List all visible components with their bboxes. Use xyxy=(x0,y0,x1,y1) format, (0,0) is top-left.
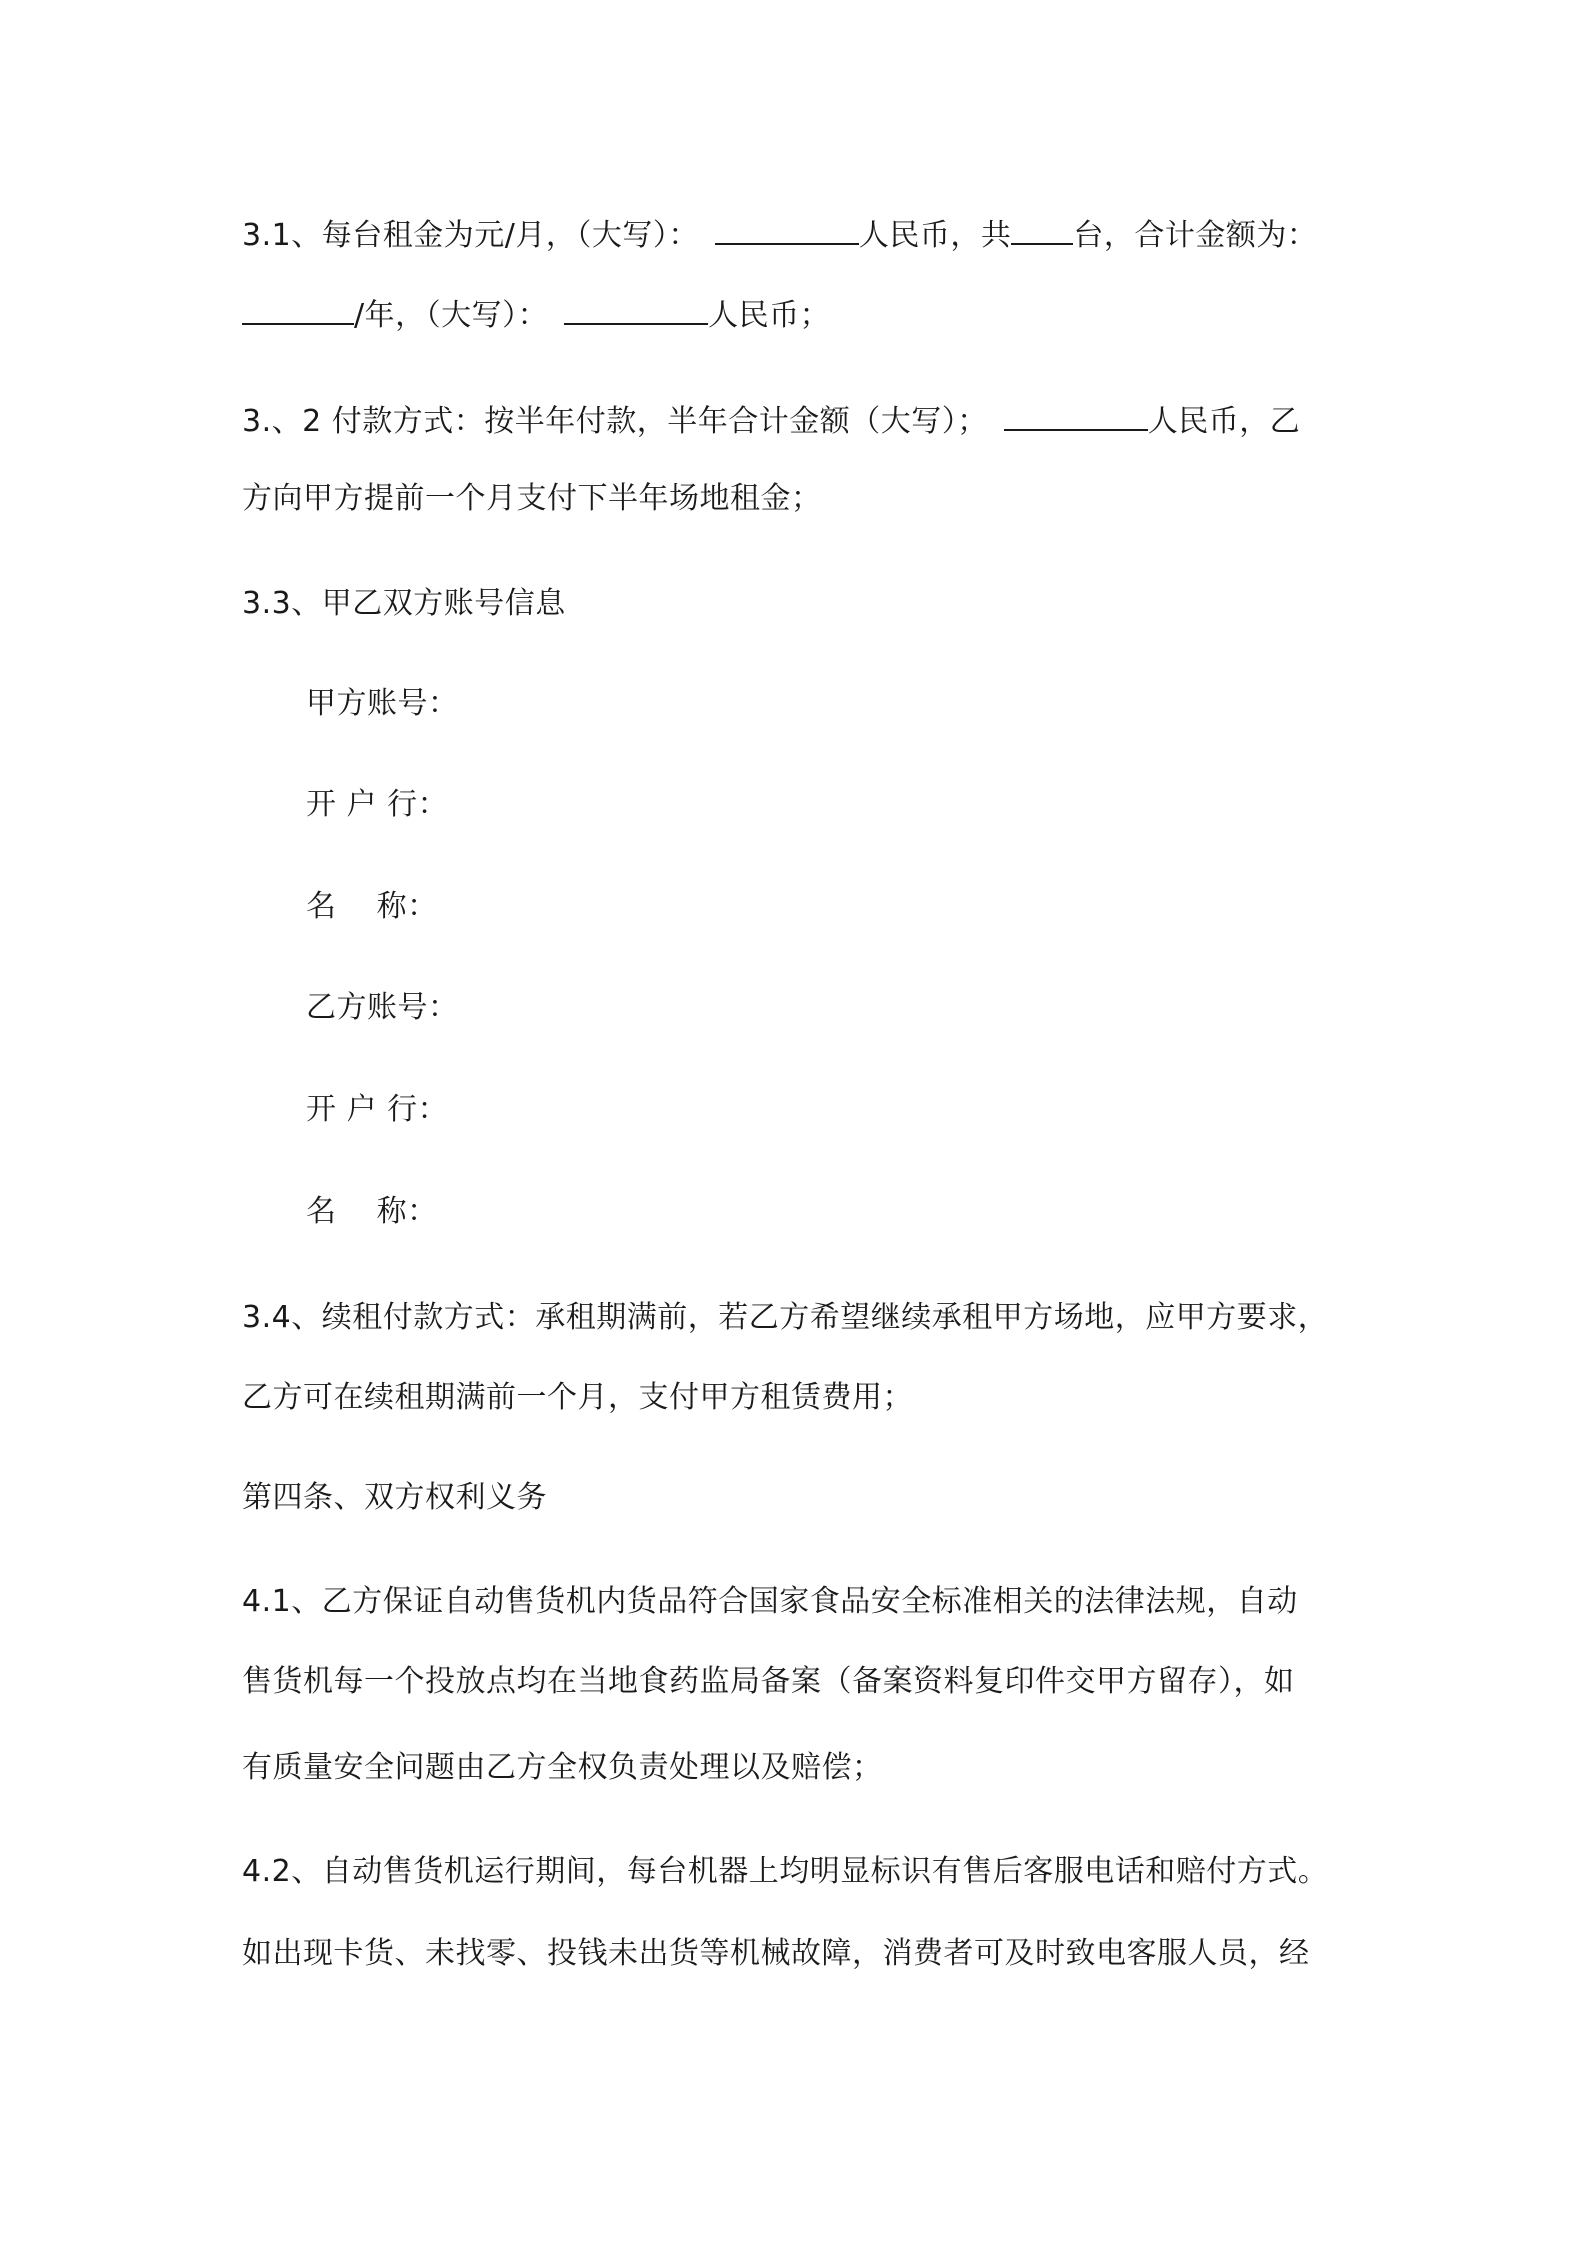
clause-text: 3.、2 付款方式：按半年付款，半年合计金额（大写）； xyxy=(242,404,988,439)
fill-blank xyxy=(1011,215,1073,245)
article-4-heading: 第四条、双方权利义务 xyxy=(242,1480,547,1515)
clause-3-4-line-2: 乙方可在续租期满前一个月，支付甲方租赁费用； xyxy=(242,1380,913,1415)
clause-3-1-line-1 xyxy=(242,215,1317,256)
clause-3-1-line-2 xyxy=(242,295,830,336)
clause-text: 人民币，共 xyxy=(858,218,1012,253)
party-b-name-label: 名 称： xyxy=(306,1194,438,1229)
clause-text: 台，合计金额为： xyxy=(1073,218,1318,253)
clause-text: 3.1、每台租金为元/月，（大写）： xyxy=(242,218,699,253)
party-a-account-label: 甲方账号： xyxy=(306,686,459,721)
clause-3-4-line-1: 3.4、续租付款方式：承租期满前，若乙方希望继续承租甲方场地，应甲方要求， xyxy=(242,1300,1329,1335)
fill-blank xyxy=(564,295,708,325)
clause-4-2-line-1: 4.2、自动售货机运行期间，每台机器上均明显标识有售后客服电话和赔付方式。 xyxy=(242,1854,1329,1889)
party-a-bank-label: 开 户 行： xyxy=(306,787,449,822)
clause-4-1-line-2: 售货机每一个投放点均在当地食药监局备案（备案资料复印件交甲方留存），如 xyxy=(242,1664,1295,1699)
clause-text: 人民币； xyxy=(708,298,831,333)
clause-4-2-line-2: 如出现卡货、未找零、投钱未出货等机械故障，消费者可及时致电客服人员，经 xyxy=(242,1936,1310,1971)
fill-blank xyxy=(242,295,354,325)
party-b-account-label: 乙方账号： xyxy=(306,990,459,1025)
clause-4-1-line-3: 有质量安全问题由乙方全权负责处理以及赔偿； xyxy=(242,1750,883,1785)
clause-3-2-line-1 xyxy=(242,401,1300,442)
fill-blank xyxy=(715,215,859,245)
clause-3-3-heading: 3.3、甲乙双方账号信息 xyxy=(242,586,566,621)
clause-text: 人民币，乙 xyxy=(1147,404,1301,439)
clause-text: 方向甲方提前一个月支付下半年场地租金； xyxy=(242,481,822,516)
clause-4-1-line-1: 4.1、乙方保证自动售货机内货品符合国家食品安全标准相关的法律法规，自动 xyxy=(242,1584,1298,1619)
party-b-bank-label: 开 户 行： xyxy=(306,1092,449,1127)
clause-text: /年，（大写）： xyxy=(354,298,549,333)
party-a-name-label: 名 称： xyxy=(306,889,438,924)
fill-blank xyxy=(1004,401,1148,431)
clause-3-2-line-2 xyxy=(242,479,822,519)
